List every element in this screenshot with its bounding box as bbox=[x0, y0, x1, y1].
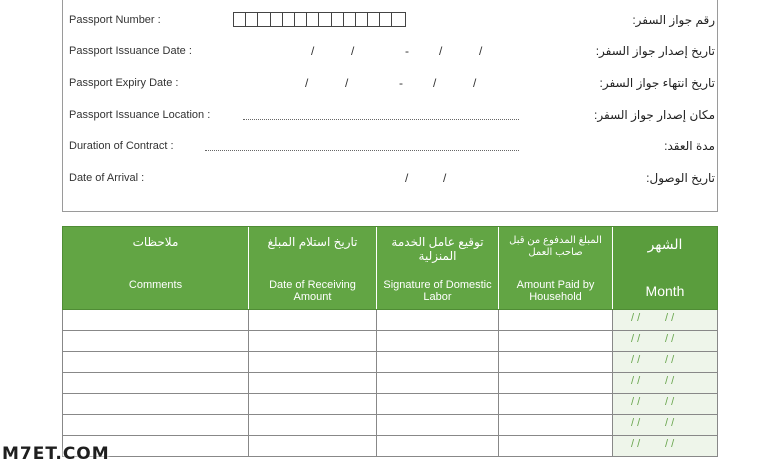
contract-duration-label-ar: مدة العقد: bbox=[664, 139, 715, 153]
date-separator: / bbox=[311, 44, 315, 58]
comments-cell[interactable] bbox=[63, 394, 249, 414]
passport-number-field bbox=[63, 12, 719, 32]
passport-number-input-boxes[interactable] bbox=[233, 12, 406, 27]
month-header-ar: الشهر bbox=[647, 236, 683, 252]
arrival-date-label: Date of Arrival : bbox=[69, 172, 145, 184]
signature-column-header bbox=[377, 227, 499, 309]
month-cell[interactable] bbox=[613, 436, 717, 456]
passport-details-form bbox=[62, 0, 718, 212]
month-date-placeholder: / / bbox=[665, 375, 675, 387]
date-separator: / bbox=[479, 44, 483, 58]
passport-expiry-date-label-ar: تاريخ انتهاء جواز السفر: bbox=[599, 76, 715, 90]
passport-digit-box[interactable] bbox=[307, 13, 319, 26]
salary-payment-table bbox=[62, 226, 718, 457]
month-column-header bbox=[613, 227, 717, 309]
passport-digit-box[interactable] bbox=[332, 13, 344, 26]
signature-cell[interactable] bbox=[377, 331, 499, 351]
passport-digit-box[interactable] bbox=[344, 13, 356, 26]
month-date-placeholder: / / bbox=[665, 396, 675, 408]
passport-digit-box[interactable] bbox=[283, 13, 295, 26]
receiving-date-cell[interactable] bbox=[249, 436, 377, 456]
signature-cell[interactable] bbox=[377, 436, 499, 456]
month-date-placeholder: / / bbox=[665, 438, 675, 450]
date-separator: / bbox=[345, 76, 349, 90]
table-header bbox=[62, 226, 718, 310]
table-row bbox=[63, 352, 717, 373]
passport-number-label: Passport Number : bbox=[69, 14, 161, 26]
date-separator: / bbox=[473, 76, 477, 90]
passport-digit-box[interactable] bbox=[271, 13, 283, 26]
table-row bbox=[63, 310, 717, 331]
receiving-date-cell[interactable] bbox=[249, 331, 377, 351]
month-cell[interactable] bbox=[613, 415, 717, 435]
signature-cell[interactable] bbox=[377, 310, 499, 330]
arrival-date-field bbox=[63, 170, 719, 190]
amount-paid-column-header bbox=[499, 227, 613, 309]
passport-issuance-date-label: Passport Issuance Date : bbox=[69, 45, 192, 57]
date-separator: / bbox=[433, 76, 437, 90]
passport-digit-box[interactable] bbox=[246, 13, 258, 26]
date-separator: / bbox=[305, 76, 309, 90]
table-body bbox=[62, 310, 718, 457]
passport-digit-box[interactable] bbox=[319, 13, 331, 26]
date-separator: / bbox=[405, 171, 409, 185]
month-date-placeholder: / / bbox=[631, 438, 641, 450]
receiving-date-header-en: Date of Receiving Amount bbox=[269, 279, 356, 303]
passport-digit-box[interactable] bbox=[356, 13, 368, 26]
month-date-placeholder: / / bbox=[631, 396, 641, 408]
passport-issuance-location-field bbox=[63, 107, 719, 127]
receiving-date-cell[interactable] bbox=[249, 352, 377, 372]
receiving-date-header-ar: تاريخ استلام المبلغ bbox=[267, 235, 358, 249]
date-separator: / bbox=[443, 171, 447, 185]
passport-issuance-location-label-ar: مكان إصدار جواز السفر: bbox=[594, 108, 715, 122]
receiving-date-column-header bbox=[249, 227, 377, 309]
date-separator: / bbox=[351, 44, 355, 58]
receiving-date-cell[interactable] bbox=[249, 373, 377, 393]
month-date-placeholder: / / bbox=[631, 417, 641, 429]
month-date-placeholder: / / bbox=[665, 354, 675, 366]
month-date-placeholder: / / bbox=[631, 312, 641, 324]
signature-header-en: Signature of Domestic Labor bbox=[383, 279, 492, 303]
amount-paid-cell[interactable] bbox=[499, 373, 613, 393]
date-dash: - bbox=[405, 44, 409, 58]
passport-expiry-date-field bbox=[63, 75, 719, 95]
passport-digit-box[interactable] bbox=[234, 13, 246, 26]
comments-cell[interactable] bbox=[63, 310, 249, 330]
month-cell[interactable] bbox=[613, 331, 717, 351]
table-row bbox=[63, 436, 717, 457]
receiving-date-cell[interactable] bbox=[249, 394, 377, 414]
passport-number-label-ar: رقم جواز السفر: bbox=[632, 13, 715, 27]
passport-digit-box[interactable] bbox=[380, 13, 392, 26]
signature-cell[interactable] bbox=[377, 394, 499, 414]
passport-digit-box[interactable] bbox=[295, 13, 307, 26]
signature-cell[interactable] bbox=[377, 415, 499, 435]
comments-cell[interactable] bbox=[63, 415, 249, 435]
amount-paid-cell[interactable] bbox=[499, 331, 613, 351]
comments-column-header bbox=[63, 227, 249, 309]
signature-cell[interactable] bbox=[377, 352, 499, 372]
table-row bbox=[63, 415, 717, 436]
month-date-placeholder: / / bbox=[665, 417, 675, 429]
passport-issuance-date-label-ar: تاريخ إصدار جواز السفر: bbox=[595, 44, 715, 58]
month-header-en: Month bbox=[645, 283, 685, 299]
amount-paid-cell[interactable] bbox=[499, 415, 613, 435]
month-date-placeholder: / / bbox=[665, 312, 675, 324]
passport-issuance-date-field bbox=[63, 43, 719, 63]
amount-paid-cell[interactable] bbox=[499, 352, 613, 372]
passport-issuance-location-line[interactable] bbox=[243, 107, 519, 120]
month-cell[interactable] bbox=[613, 373, 717, 393]
comments-header-en: Comments bbox=[128, 279, 183, 291]
signature-cell[interactable] bbox=[377, 373, 499, 393]
date-dash: - bbox=[399, 76, 403, 90]
comments-cell[interactable] bbox=[63, 373, 249, 393]
passport-digit-box[interactable] bbox=[392, 13, 404, 26]
passport-digit-box[interactable] bbox=[368, 13, 380, 26]
comments-cell[interactable] bbox=[63, 352, 249, 372]
month-cell[interactable] bbox=[613, 310, 717, 330]
amount-paid-cell[interactable] bbox=[499, 310, 613, 330]
month-cell[interactable] bbox=[613, 394, 717, 414]
contract-duration-label: Duration of Contract : bbox=[69, 140, 174, 152]
contract-duration-field bbox=[63, 138, 719, 158]
month-cell[interactable] bbox=[613, 352, 717, 372]
arrival-date-label-ar: تاريخ الوصول: bbox=[646, 171, 715, 185]
receiving-date-cell[interactable] bbox=[249, 310, 377, 330]
site-watermark: M7ET.COM bbox=[2, 444, 110, 464]
passport-expiry-date-label: Passport Expiry Date : bbox=[69, 77, 179, 89]
table-row bbox=[63, 394, 717, 415]
passport-digit-box[interactable] bbox=[258, 13, 270, 26]
date-separator: / bbox=[439, 44, 443, 58]
month-date-placeholder: / / bbox=[631, 375, 641, 387]
table-row bbox=[63, 373, 717, 394]
amount-paid-header-en: Amount Paid by Household bbox=[516, 279, 595, 303]
amount-paid-cell[interactable] bbox=[499, 394, 613, 414]
amount-paid-header-ar: المبلغ المدفوع من قبل صاحب العمل bbox=[509, 235, 602, 258]
table-row bbox=[63, 331, 717, 352]
signature-header-ar: توقيع عامل الخدمة المنزلية bbox=[391, 235, 484, 263]
passport-issuance-location-label: Passport Issuance Location : bbox=[69, 109, 211, 121]
receiving-date-cell[interactable] bbox=[249, 415, 377, 435]
month-date-placeholder: / / bbox=[631, 354, 641, 366]
comments-cell[interactable] bbox=[63, 331, 249, 351]
contract-duration-line[interactable] bbox=[205, 138, 519, 151]
comments-header-ar: ملاحظات bbox=[132, 235, 179, 249]
month-date-placeholder: / / bbox=[631, 333, 641, 345]
amount-paid-cell[interactable] bbox=[499, 436, 613, 456]
month-date-placeholder: / / bbox=[665, 333, 675, 345]
